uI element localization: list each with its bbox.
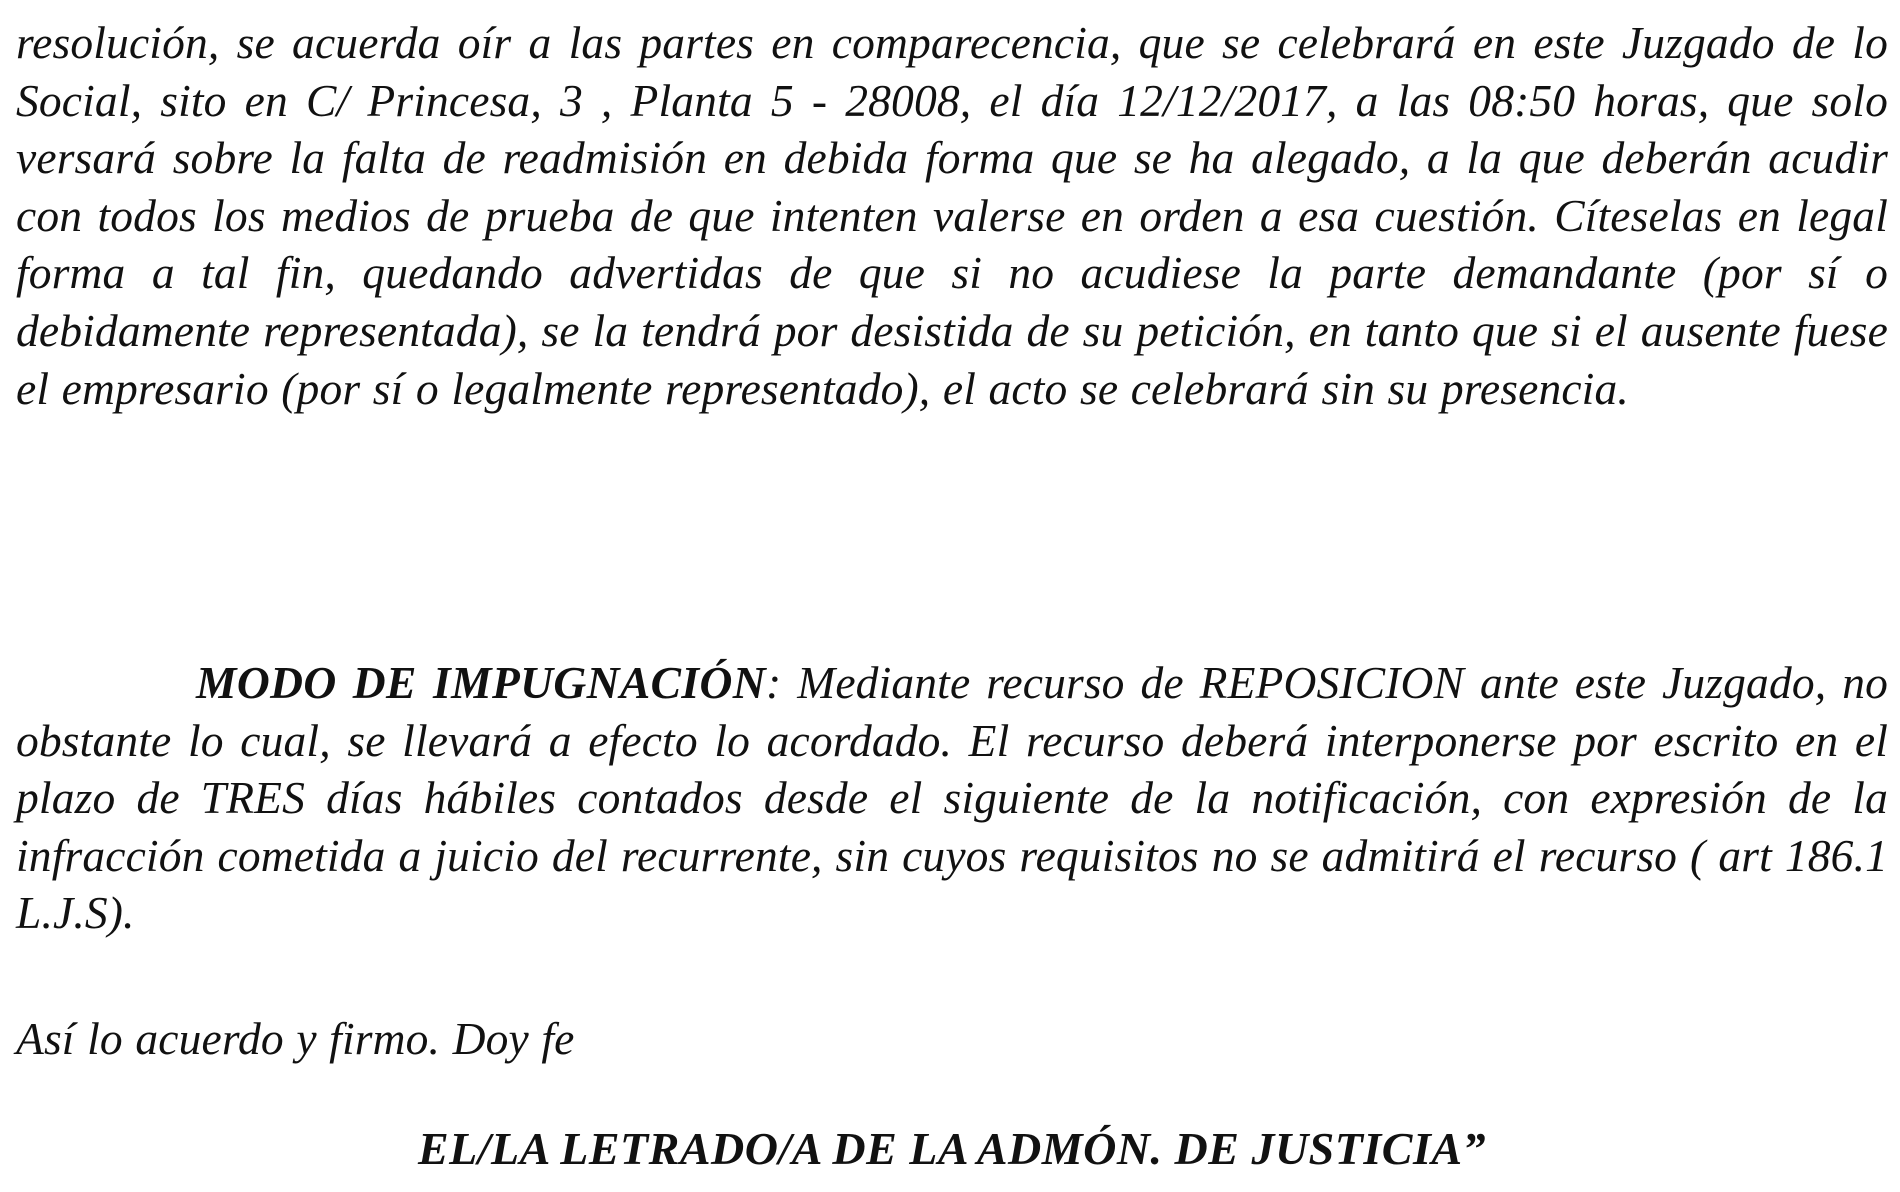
document-page xyxy=(16,0,1888,1192)
signature-title: EL/LA LETRADO/A DE LA ADMÓN. DE JUSTICIA” xyxy=(417,1123,1487,1174)
impugnacion-paragraph xyxy=(16,654,1888,942)
closing-statement: Así lo acuerdo y firmo. Doy fe xyxy=(16,1013,575,1064)
resolution-paragraph: resolución, se acuerda oír a las partes en comparecencia, que se celebrará en este Juzgado de lo Social, sito en C/ Princesa, 3 , Planta 5 - 28008, el día 12/12/2017, a las 08:50 horas, que solo versará sobre la falta de readmisión en debida forma que se ha alegado, a la que deberán acudir con todos los medios de prueba de que intenten valerse en orden a esa cuestión. Cíteselas en legal forma a tal fin, quedando advertidas de que si no acudiese la parte demandante (por sí o debidamente representada), se la tendrá por desistida de su petición, en tanto que si el ausente fuese el empresario (por sí o legalmente representado), el acto se celebrará sin su presencia. xyxy=(16,17,1888,414)
impugnacion-body: : Mediante recurso de REPOSICION ante este Juzgado, no obstante lo cual, se llevará a efecto lo acordado. El recurso deberá interponerse por escrito en el plazo de TRES días hábiles contados desde el siguiente de la notificación, con expresión de la infracción cometida a juicio del recurrente, sin cuyos requisitos no se admitirá el recurso ( art 186.1 L.J.S). xyxy=(16,657,1889,939)
impugnacion-heading: MODO DE IMPUGNACIÓN xyxy=(196,657,767,708)
